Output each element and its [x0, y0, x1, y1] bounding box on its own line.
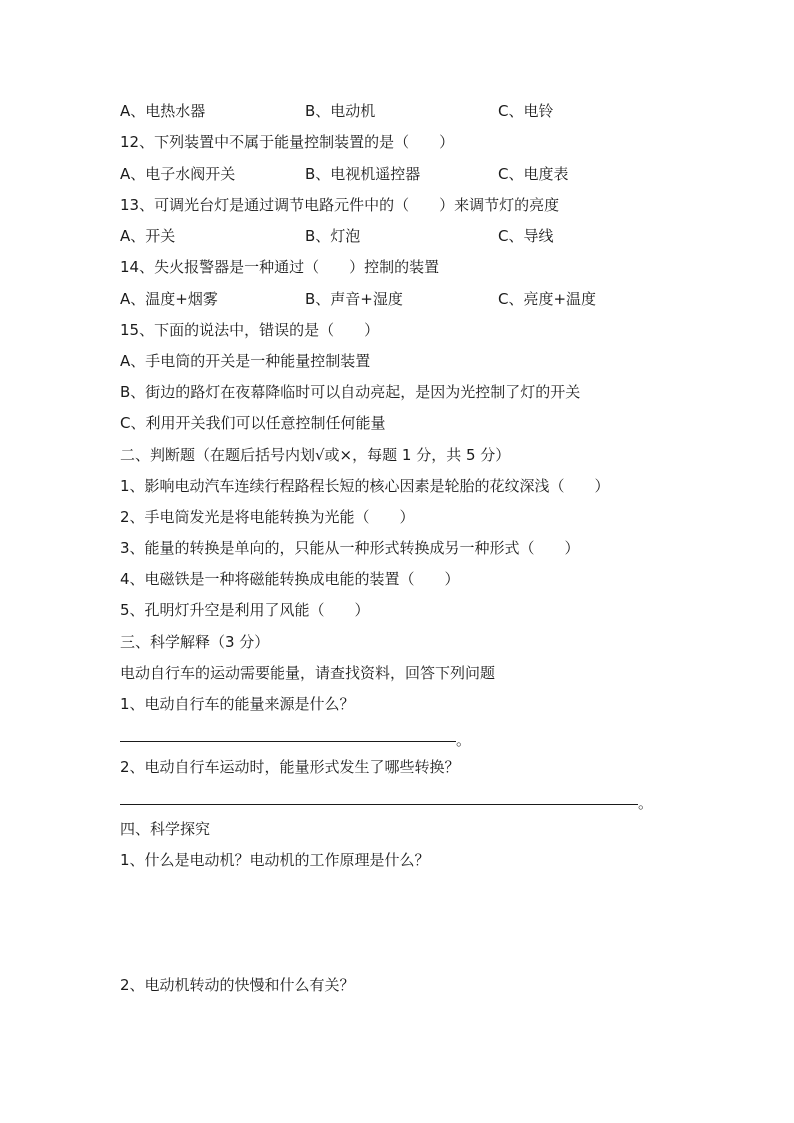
q12-question: 12、下列装置中不属于能量控制装置的是（ ）: [120, 133, 455, 151]
q15-question: 15、下面的说法中，错误的是（ ）: [120, 321, 380, 339]
q11-option-b: B、电动机: [305, 102, 376, 120]
answer-line-2[interactable]: [120, 804, 638, 805]
section-4-heading: 四、科学探究: [120, 820, 211, 838]
q12-option-c: C、电度表: [498, 165, 569, 183]
section-3-intro: 电动自行车的运动需要能量，请查找资料，回答下列问题: [120, 664, 496, 682]
section-4-question-2: 2、电动机转动的快慢和什么有关？: [120, 976, 355, 994]
section-2-heading: 二、判断题（在题后括号内划√或×，每题 1 分，共 5 分）: [120, 446, 511, 464]
answer-line-1[interactable]: [120, 741, 456, 742]
q14-option-b: B、声音+湿度: [305, 290, 403, 308]
section-4-question-1: 1、什么是电动机？电动机的工作原理是什么？: [120, 851, 430, 869]
q15-option-a: A、手电筒的开关是一种能量控制装置: [120, 352, 371, 370]
q14-option-c: C、亮度+温度: [498, 290, 597, 308]
answer-line-2-period: 。: [638, 794, 654, 812]
section-3-question-2: 2、电动自行车运动时，能量形式发生了哪些转换？: [120, 758, 460, 776]
judge-item-2: 2、手电筒发光是将电能转换为光能（ ）: [120, 508, 415, 526]
q13-option-c: C、导线: [498, 227, 554, 245]
judge-item-5: 5、孔明灯升空是利用了风能（ ）: [120, 601, 370, 619]
q11-option-a: A、电热水器: [120, 102, 206, 120]
judge-item-3: 3、能量的转换是单向的，只能从一种形式转换成另一种形式（ ）: [120, 539, 580, 557]
answer-line-1-period: 。: [456, 731, 472, 749]
section-3-heading: 三、科学解释（3 分）: [120, 633, 270, 651]
q12-option-b: B、电视机遥控器: [305, 165, 421, 183]
q12-option-a: A、电子水阀开关: [120, 165, 236, 183]
judge-item-4: 4、电磁铁是一种将磁能转换成电能的装置（ ）: [120, 570, 460, 588]
section-3-question-1: 1、电动自行车的能量来源是什么？: [120, 695, 355, 713]
q13-question: 13、可调光台灯是通过调节电路元件中的（ ）来调节灯的亮度: [120, 196, 560, 214]
q11-option-c: C、电铃: [498, 102, 554, 120]
q15-option-b: B、街边的路灯在夜幕降临时可以自动亮起，是因为光控制了灯的开关: [120, 383, 581, 401]
q13-option-a: A、开关: [120, 227, 176, 245]
q14-option-a: A、温度+烟雾: [120, 290, 218, 308]
q13-option-b: B、灯泡: [305, 227, 361, 245]
q14-question: 14、失火报警器是一种通过（ ）控制的装置: [120, 258, 440, 276]
judge-item-1: 1、影响电动汽车连续行程路程长短的核心因素是轮胎的花纹深浅（ ）: [120, 477, 610, 495]
q15-option-c: C、利用开关我们可以任意控制任何能量: [120, 414, 386, 432]
